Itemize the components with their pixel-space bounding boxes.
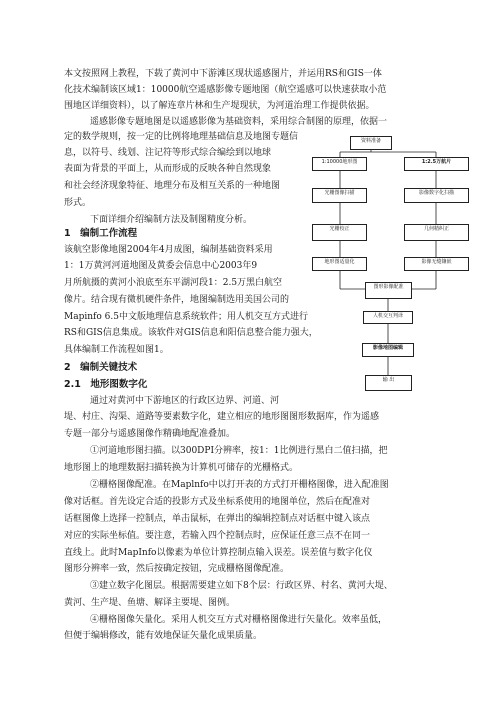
step-raster-correct: 光栅校正 bbox=[312, 224, 367, 241]
text-line: ①河道地形图扫描。以300DPI分辨率，按1：1比例进行黑白二值扫描，把 bbox=[90, 446, 388, 456]
text-line: 地形图上的地理数据扫描转换为计算机可储存的光栅格式。 bbox=[64, 463, 299, 473]
text-line: 通过对黄河中下游地区的行政区边界、河道、河 bbox=[90, 396, 280, 406]
text-line: 本文按照网上教程，下载了黄河中下游滩区现状遥感图片，并运用RS和GIS一体 bbox=[64, 69, 382, 79]
text-line: 遥感影像专题地图是以遥感影像为基础资料，采用综合制图的原理，依据一 bbox=[90, 117, 388, 127]
text-line: 专题一部分与遥感图像作精确地配准叠加。 bbox=[64, 429, 236, 439]
text-line: 1：1万黄河河道地图及黄委会信息中心2003年9 bbox=[64, 261, 258, 271]
text-line: 黄河、生产堤、鱼塘、解译主要堤、图例。 bbox=[64, 598, 236, 608]
text-line: 像对话框。首先设定合适的投影方式及坐标系使用的地图单位，然后在配准对 bbox=[64, 497, 371, 507]
section-heading: 1 编制工作流程 bbox=[64, 228, 138, 239]
text-line: Mapinfo 6.5中文版地理信息系统软件；用人机交互方式进行 bbox=[64, 312, 308, 322]
text-line: 堤、村庄、沟渠、道路等要素数字化，建立相应的地形图图形数据库，作为遥感 bbox=[64, 412, 380, 422]
step-overlay: 图形影像配准 bbox=[365, 282, 412, 299]
text-line: ③建立数字化图层。根据需要建立如下8个层：行政区界、村名、黄河大堤、 bbox=[90, 581, 393, 591]
section-heading: 2 编制关键技术 bbox=[64, 362, 138, 373]
step-image-digitize: 影像数字化扫描 bbox=[404, 188, 469, 203]
text-line: 具体编制工作流程如图1。 bbox=[64, 345, 169, 355]
text-line: 但便于编辑修改，能有效地保证矢量化成果质量。 bbox=[64, 631, 263, 641]
text-line: 形式。 bbox=[64, 198, 92, 208]
text-line: 直线上。此时MapInfo以像素为单位计算控制点输入误差。误差值与数字化仪 bbox=[64, 548, 373, 558]
text-line: RS和GIS信息集成。该软件对GIS信息和阳信息整合能力强大， bbox=[64, 328, 318, 338]
step-interactive-edit: 人机交互判译 bbox=[363, 311, 413, 324]
step-geometric-correct: 几何精纠正 bbox=[404, 224, 469, 241]
text-line: 和社会经济现象特征、地理分布及相互关系的一种地图 bbox=[64, 181, 281, 191]
step-photo-1-25: 1:2.5万航片 bbox=[404, 157, 469, 171]
subsection-heading: 2.1 地形图数字化 bbox=[64, 379, 148, 390]
step-raster-scan: 光栅图像扫描 bbox=[312, 188, 367, 203]
text-line: 对应的实际坐标值。要注意，若输入四个控制点时，应保证任意三点不在同一 bbox=[64, 531, 371, 541]
text-line: ④栅格图像矢量化。采用人机交互方式对栅格图像进行矢量化。效率虽低， bbox=[90, 615, 388, 625]
step-resource-prep: 资料准备 bbox=[350, 136, 392, 150]
text-line: 像片。结合现有微机硬件条件，地图编制选用美国公司的 bbox=[64, 295, 290, 305]
step-map-1-10000: 1:10000地形图 bbox=[312, 157, 367, 171]
text-line: 表面为背景的平面上，从而形成的反映各种自然现象 bbox=[64, 164, 272, 174]
text-line: 月所航摄的黄河小浪底至东平湖河段1：2.5万黑白航空 bbox=[64, 278, 283, 288]
text-line: 下面详细介绍编制方法及制图精度分析。 bbox=[90, 215, 253, 225]
text-line: 图形分辨率一致，然后按确定按钮，完成栅格图像配准。 bbox=[64, 564, 290, 574]
text-line: ②栅格图像配准。在Maplnfo中以打开表的方式打开栅格图像，进入配准图 bbox=[90, 480, 389, 490]
text-line: 定的数学规则，按一定的比例将地理基础信息及地图专题信 bbox=[64, 132, 299, 142]
text-line: 该航空影像地图2004年4月成图，编制基础资料采用 bbox=[64, 245, 273, 255]
text-line: 话框图像上选择一控制点，单击鼠标，在弹出的编辑控制点对话框中键入该点 bbox=[64, 514, 371, 524]
step-thematic-output: 影像地图编辑 bbox=[362, 343, 414, 357]
step-output: 输 出 bbox=[365, 375, 412, 391]
text-line: 化技术编制该区域1：10000航空遥感影像专题地图（航空遥感可以快速获取小范 bbox=[64, 85, 387, 95]
step-vector-quantize: 地形图适量化 bbox=[312, 257, 367, 271]
step-image-mosaic: 影像无缝镶嵌 bbox=[404, 257, 469, 271]
text-line: 息，以符号、线划、注记符等形式综合编绘到以地球 bbox=[64, 148, 272, 158]
text-line: 围地区详细资料），以了解连章片林和生产堤现状，为河道治理工作提供依据。 bbox=[64, 101, 375, 111]
